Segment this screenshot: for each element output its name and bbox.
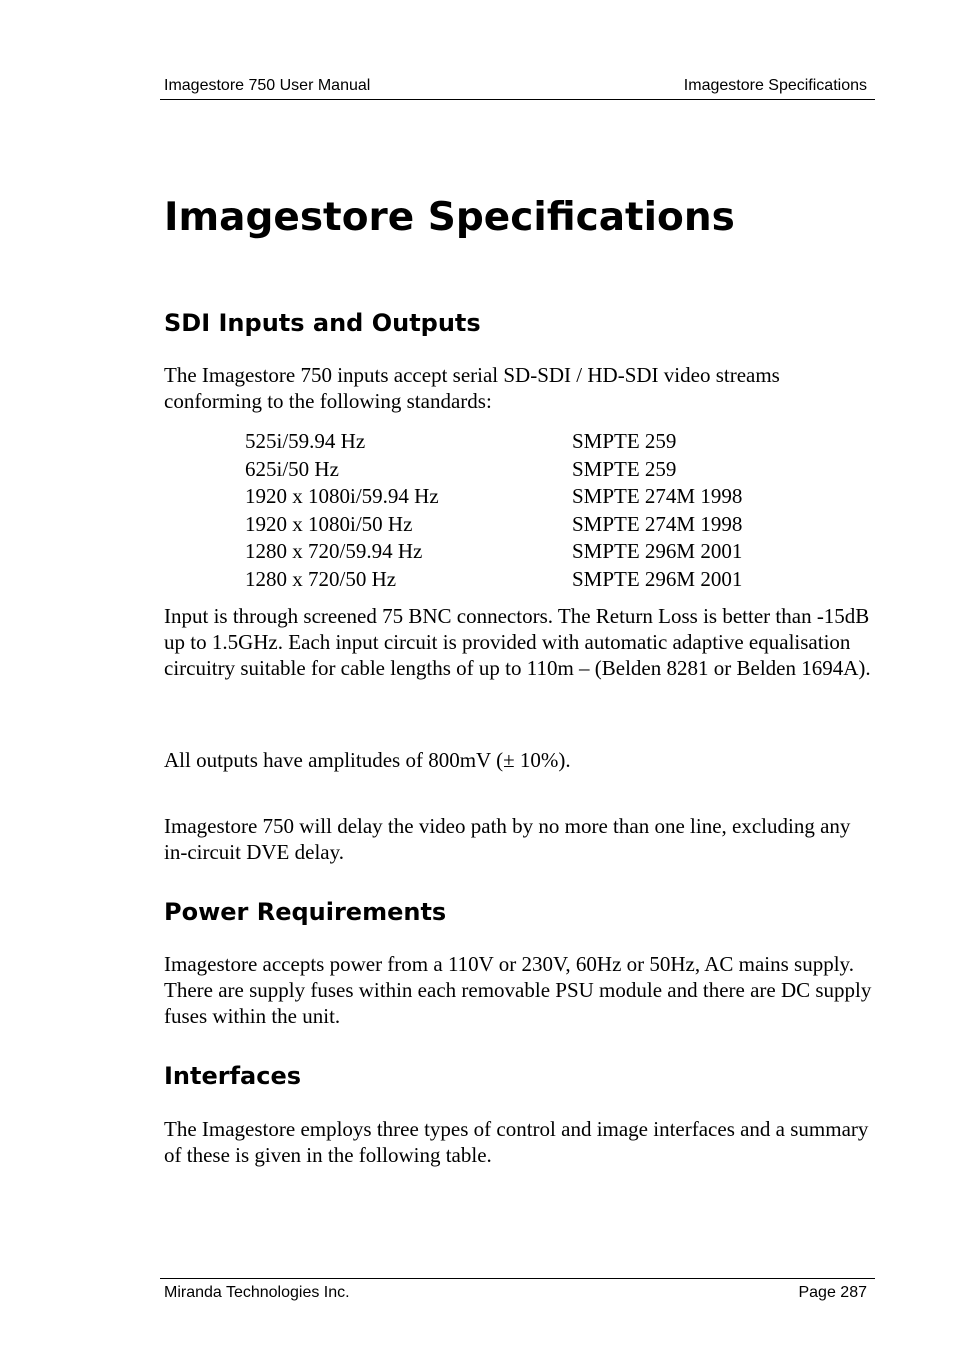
sdi-output-paragraph: All outputs have amplitudes of 800mV (± 10%).: [164, 748, 571, 772]
standards-row: [245, 456, 742, 484]
header-section-title: Imagestore Specifications: [683, 77, 867, 94]
sdi-intro-paragraph: The Imagestore 750 inputs accept serial SD-SDI / HD-SDI video streams conforming to the following standards:: [164, 363, 780, 413]
video-format-cell: 1920 x 1080i/50 Hz: [245, 511, 413, 536]
standards-row: [245, 511, 742, 539]
video-format-cell: 525i/59.94 Hz: [245, 429, 366, 453]
standards-row: [245, 428, 742, 456]
video-format-cell: 1920 x 1080i/59.94 Hz: [245, 484, 439, 509]
page-header: [160, 77, 875, 100]
footer-page-number: Page 287: [798, 1284, 867, 1301]
smpte-standard-cell: SMPTE 274M 1998: [572, 484, 743, 509]
interfaces-paragraph: The Imagestore employs three types of control and image interfaces and a summary of these is given in the following table.: [164, 1117, 869, 1167]
footer-company: Miranda Technologies Inc.: [164, 1284, 350, 1301]
power-heading: Power Requirements: [164, 898, 447, 926]
page-footer: [160, 1278, 875, 1305]
header-manual-title: Imagestore 750 User Manual: [164, 77, 371, 94]
smpte-standard-cell: SMPTE 259: [572, 456, 677, 481]
smpte-standard-cell: SMPTE 274M 1998: [572, 511, 743, 536]
standards-row: [245, 483, 742, 511]
page-title: Imagestore Specifications: [164, 195, 735, 240]
standards-row: [245, 538, 742, 566]
sdi-delay-paragraph: Imagestore 750 will delay the video path by no more than one line, excluding any in-circuit DVE delay.: [164, 814, 851, 864]
power-paragraph: Imagestore accepts power from a 110V or 230V, 60Hz or 50Hz, AC mains supply. There are supply fuses within each removable PSU module and there are DC supply fuses within the unit.: [164, 952, 872, 1028]
video-format-cell: 1280 x 720/50 Hz: [245, 566, 397, 591]
sdi-input-paragraph: Input is through screened 75 BNC connectors. The Return Loss is better than -15dB up to 1.5GHz. Each input circuit is provided with automatic adaptive equalisation circuitry suitable for cable lengths of up to 110m – (Belden 8281 or Belden 1694A).: [164, 604, 871, 680]
smpte-standard-cell: SMPTE 296M 2001: [572, 566, 743, 591]
video-format-cell: 1280 x 720/59.94 Hz: [245, 539, 423, 564]
sdi-heading: SDI Inputs and Outputs: [164, 309, 481, 337]
standards-table: [245, 428, 742, 594]
smpte-standard-cell: SMPTE 296M 2001: [572, 539, 743, 564]
video-format-cell: 625i/50 Hz: [245, 456, 339, 481]
standards-row: [245, 566, 742, 594]
smpte-standard-cell: SMPTE 259: [572, 429, 677, 453]
interfaces-heading: Interfaces: [164, 1062, 302, 1090]
